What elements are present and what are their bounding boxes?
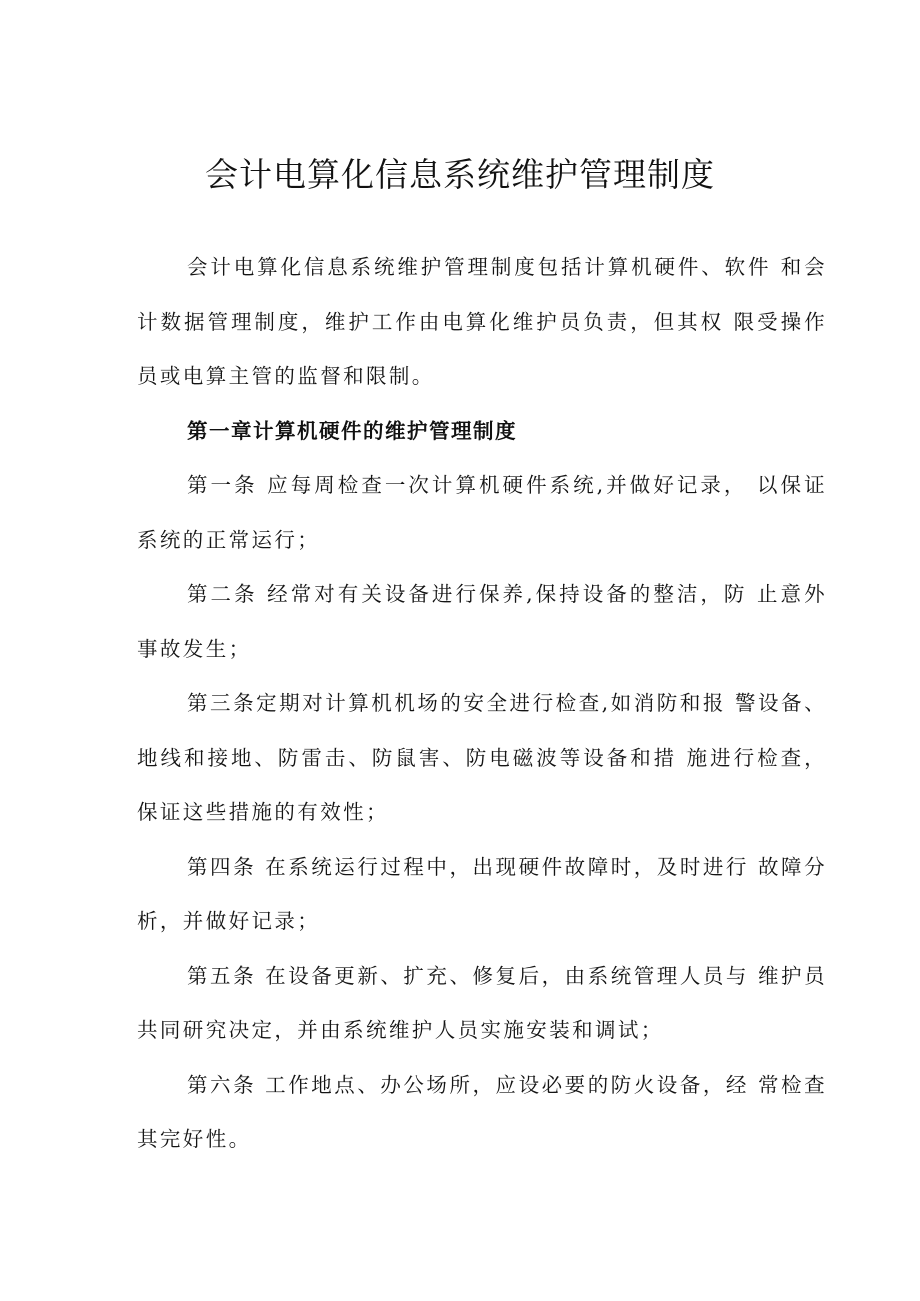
chapter-heading: 第一章计算机硬件的维护管理制度 — [187, 418, 517, 443]
article-4: 第四条 在系统运行过程中，出现硬件故障时，及时进行 故障分析，并做好记录； — [137, 854, 827, 933]
article-6: 第六条 工作地点、办公场所，应设必要的防火设备，经 常检查其完好性。 — [137, 1072, 827, 1151]
article-3: 第三条定期对计算机机场的安全进行检查,如消防和报 警设备、地线和接地、防雷击、防鼠害、防电磁波等设备和措 施进行检查，保证这些措施的有效性； — [137, 691, 827, 824]
intro-paragraph: 会计电算化信息系统维护管理制度包括计算机硬件、软件 和会计数据管理制度，维护工作由电算化维护员负责，但其权 限受操作员或电算主管的监督和限制。 — [137, 255, 827, 388]
article-2: 第二条 经常对有关设备进行保养,保持设备的整洁，防 止意外事故发生； — [137, 582, 827, 661]
article-1: 第一条 应每周检查一次计算机硬件系统,并做好记录， 以保证系统的正常运行； — [137, 473, 827, 552]
document-title: 会计电算化信息系统维护管理制度 — [205, 155, 715, 194]
document-body — [137, 240, 827, 1167]
article-5: 第五条 在设备更新、扩充、修复后，由系统管理人员与 维护员共同研究决定，并由系统维护人员实施安装和调试； — [137, 963, 827, 1042]
